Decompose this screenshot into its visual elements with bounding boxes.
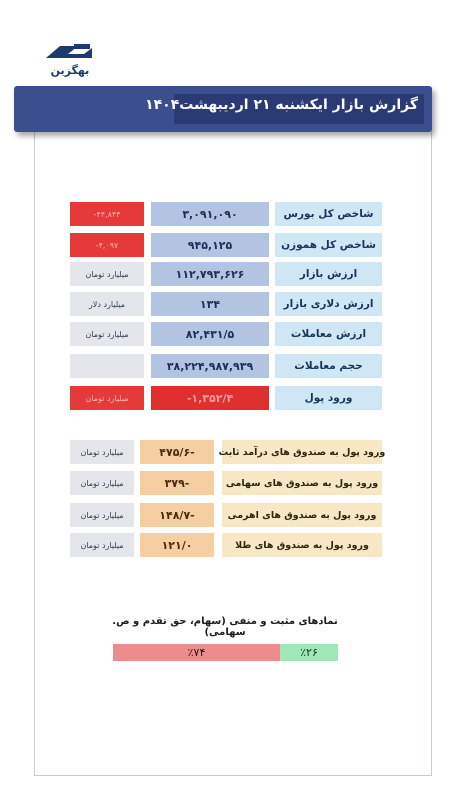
ratio-title: نمادهای مثبت و منفی (سهام، حق تقدم و ص. سهامی) [112,616,338,638]
title-banner [14,86,432,132]
fund-row [70,471,382,495]
market-row-unit: میلیارد تومان [70,322,144,346]
market-row-change: ۴۴,۸۴۴- [70,202,144,226]
logo-text: بهگزین [50,64,90,77]
market-row [70,322,382,346]
fund-row-label: ورود پول به صندوق های طلا [222,533,382,557]
positive-segment: ٪۲۶ [280,644,338,661]
market-row-value: ۳۸,۲۲۴,۹۸۷,۹۳۹ [151,354,269,378]
ratio-bar [113,644,338,661]
fund-row-label: ورود پول به صندوق های سهامی [222,471,382,495]
market-row-label: شاخص کل بورس [275,202,382,226]
fund-row-unit: میلیارد تومان [70,440,134,464]
fund-row-value: ۱۲۱/۰ [140,533,214,557]
market-row-unit: میلیارد دلار [70,292,144,316]
fund-row-value: -۳۷۹ [140,471,214,495]
fund-row-value: -۱۴۸/۷ [140,503,214,527]
market-row-label: شاخص کل هموزن [275,233,382,257]
fund-row-value: -۴۷۵/۶ [140,440,214,464]
market-row-label: ورود پول [275,386,382,410]
market-row [70,202,382,226]
fund-row [70,440,386,464]
fund-row [70,533,382,557]
market-row-value: ۳,۰۹۱,۰۹۰ [151,202,269,226]
market-row-label: ارزش دلاری بازار [275,292,382,316]
market-row-value: ۱۱۲,۷۹۳,۶۲۶ [151,262,269,286]
market-row [70,292,382,316]
market-row [70,354,382,378]
page-title: گزارش بازار ایکشنبه ۲۱ اردیبهشت۱۴۰۴ [145,97,418,113]
market-row-change: ۴,۰۹۷- [70,233,144,257]
logo-mark-icon [44,42,96,64]
brand-logo [40,40,100,84]
market-row [70,262,382,286]
market-row-unit: میلیارد تومان [70,386,144,410]
market-row-unit: میلیارد تومان [70,262,144,286]
market-row-value: ۸۲,۴۳۱/۵ [151,322,269,346]
fund-row [70,503,382,527]
fund-row-unit: میلیارد تومان [70,533,134,557]
fund-row-label: ورود پول به صندوق های اهرمی [222,503,382,527]
fund-row-unit: میلیارد تومان [70,503,134,527]
fund-row-unit: میلیارد تومان [70,471,134,495]
market-row [70,386,382,410]
report-frame [34,96,432,776]
market-row-label: ارزش معاملات [275,322,382,346]
negative-segment: ٪۷۴ [113,644,280,661]
market-row-value: ۹۴۵,۱۲۵ [151,233,269,257]
market-row-unit [70,354,144,378]
market-row [70,233,382,257]
market-row-label: ارزش بازار [275,262,382,286]
fund-row-label: ورود پول به صندوق های درآمد ثابت [222,440,382,464]
market-row-value: ۱,۳۵۲/۴- [151,386,269,410]
market-row-value: ۱۳۴ [151,292,269,316]
market-row-label: حجم معاملات [275,354,382,378]
